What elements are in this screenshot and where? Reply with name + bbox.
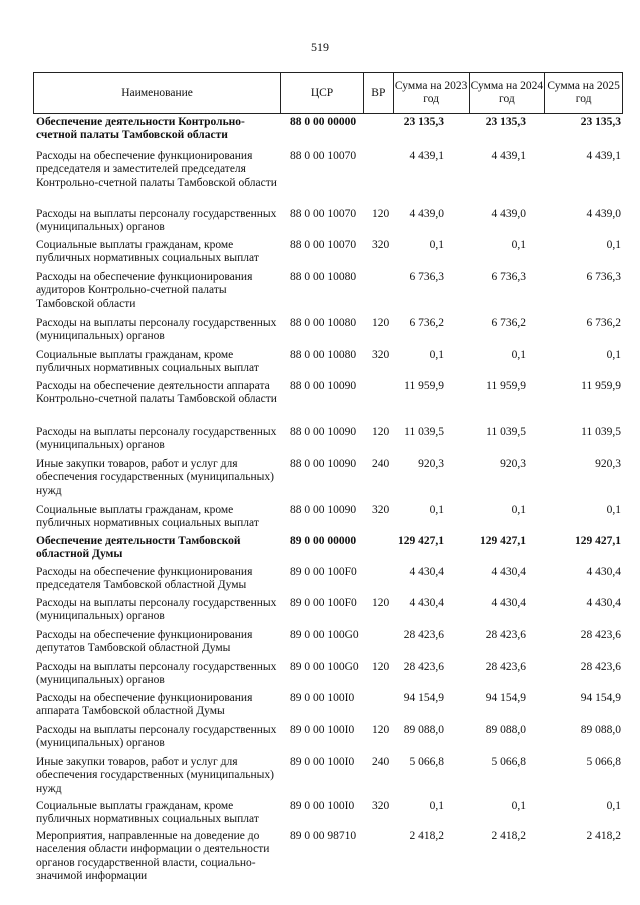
- row-vr: 120: [372, 661, 390, 673]
- header-vr: ВР: [364, 73, 394, 113]
- row-vr: 320: [372, 800, 390, 812]
- row-vr: 120: [372, 317, 390, 329]
- row-csr: 88 0 00 10070: [290, 208, 357, 220]
- row-sum-2025: 11 039,5: [581, 426, 621, 438]
- row-sum-2025: 0,1: [606, 800, 621, 812]
- header-name: Наименование: [34, 73, 281, 113]
- row-vr: 240: [372, 458, 390, 470]
- row-sum-2023: 2 418,2: [409, 830, 444, 842]
- row-sum-2024: 2 418,2: [491, 830, 526, 842]
- row-vr: 320: [372, 504, 390, 516]
- row-csr: 88 0 00 10090: [290, 504, 357, 516]
- row-sum-2024: 129 427,1: [480, 535, 526, 547]
- header-csr: ЦСР: [281, 73, 364, 113]
- row-sum-2024: 94 154,9: [485, 692, 526, 704]
- row-sum-2025: 4 439,1: [586, 150, 621, 162]
- row-sum-2024: 89 088,0: [485, 724, 526, 736]
- row-csr: 89 0 00 00000: [290, 535, 357, 547]
- row-sum-2024: 4 439,1: [491, 150, 526, 162]
- row-sum-2025: 28 423,6: [580, 629, 621, 641]
- row-vr: 320: [372, 239, 390, 251]
- row-name: Социальные выплаты гражданам, кроме публичных нормативных социальных выплат: [36, 800, 259, 826]
- row-name: Расходы на выплаты персоналу государственных (муниципальных) органов: [36, 661, 277, 687]
- header-sum-2024: Сумма на 2024 год: [470, 73, 546, 113]
- row-csr: 89 0 00 100I0: [290, 800, 355, 812]
- row-sum-2023: 6 736,3: [409, 271, 444, 283]
- row-name: Расходы на выплаты персоналу государственных (муниципальных) органов: [36, 208, 277, 234]
- row-sum-2025: 23 135,3: [580, 116, 621, 128]
- row-vr: 320: [372, 349, 390, 361]
- table-header: [33, 72, 623, 114]
- row-sum-2024: 0,1: [511, 349, 526, 361]
- row-sum-2023: 4 430,4: [409, 597, 444, 609]
- row-sum-2024: 0,1: [511, 800, 526, 812]
- row-csr: 88 0 00 10080: [290, 317, 357, 329]
- row-sum-2025: 4 430,4: [586, 566, 621, 578]
- row-sum-2023: 0,1: [429, 239, 444, 251]
- row-sum-2023: 89 088,0: [403, 724, 444, 736]
- row-name: Иные закупки товаров, работ и услуг для обеспечения государственных (муниципальных) нужд: [36, 458, 274, 497]
- row-sum-2024: 28 423,6: [485, 629, 526, 641]
- row-sum-2025: 0,1: [606, 349, 621, 361]
- row-sum-2025: 89 088,0: [580, 724, 621, 736]
- row-sum-2025: 28 423,6: [580, 661, 621, 673]
- row-sum-2025: 6 736,2: [586, 317, 621, 329]
- row-sum-2023: 5 066,8: [409, 756, 444, 768]
- row-csr: 89 0 00 100F0: [290, 566, 357, 578]
- row-vr: 120: [372, 208, 390, 220]
- row-csr: 89 0 00 100G0: [290, 629, 359, 641]
- row-csr: 89 0 00 98710: [290, 830, 357, 842]
- row-sum-2025: 4 439,0: [586, 208, 621, 220]
- row-name: Социальные выплаты гражданам, кроме публичных нормативных социальных выплат: [36, 504, 259, 530]
- row-sum-2023: 11 039,5: [404, 426, 444, 438]
- row-sum-2025: 6 736,3: [586, 271, 621, 283]
- row-sum-2023: 0,1: [429, 349, 444, 361]
- row-sum-2023: 4 439,0: [409, 208, 444, 220]
- row-vr: 120: [372, 597, 390, 609]
- row-sum-2023: 920,3: [418, 458, 444, 470]
- row-sum-2024: 11 959,9: [486, 380, 526, 392]
- row-csr: 88 0 00 10070: [290, 239, 357, 251]
- header-sum-2025: Сумма на 2025 год: [547, 80, 620, 105]
- row-sum-2023: 28 423,6: [403, 661, 444, 673]
- row-sum-2023: 94 154,9: [403, 692, 444, 704]
- row-sum-2025: 2 418,2: [586, 830, 621, 842]
- row-vr: 120: [372, 724, 390, 736]
- row-name: Расходы на выплаты персоналу государственных (муниципальных) органов: [36, 426, 277, 452]
- row-csr: 89 0 00 100I0: [290, 692, 355, 704]
- row-sum-2024: 6 736,3: [491, 271, 526, 283]
- row-sum-2024: 23 135,3: [485, 116, 526, 128]
- row-sum-2025: 94 154,9: [580, 692, 621, 704]
- row-sum-2023: 4 430,4: [409, 566, 444, 578]
- row-sum-2023: 11 959,9: [404, 380, 444, 392]
- row-sum-2024: 6 736,2: [491, 317, 526, 329]
- row-name: Расходы на обеспечение деятельности аппарата Контрольно-счетной палаты Тамбовской области: [36, 380, 277, 406]
- row-sum-2024: 11 039,5: [486, 426, 526, 438]
- row-sum-2023: 129 427,1: [398, 535, 444, 547]
- header-sum-2023: Сумма на 2023 год: [394, 73, 470, 113]
- row-sum-2025: 0,1: [606, 504, 621, 516]
- row-name: Обеспечение деятельности Контрольно-счетной палаты Тамбовской области: [36, 116, 245, 142]
- row-csr: 88 0 00 10090: [290, 380, 357, 392]
- row-csr: 88 0 00 10090: [290, 458, 357, 470]
- row-name: Обеспечение деятельности Тамбовской областной Думы: [36, 535, 241, 561]
- row-sum-2023: 6 736,2: [409, 317, 444, 329]
- row-name: Мероприятия, направленные на доведение до населения области информации о деятельности органов государственной власти, социально-значимой информации: [36, 830, 270, 883]
- row-sum-2024: 0,1: [511, 239, 526, 251]
- row-csr: 88 0 00 10080: [290, 349, 357, 361]
- row-sum-2023: 4 439,1: [409, 150, 444, 162]
- row-vr: 120: [372, 426, 390, 438]
- row-csr: 88 0 00 10080: [290, 271, 357, 283]
- row-name: Расходы на выплаты персоналу государственных (муниципальных) органов: [36, 724, 277, 750]
- row-sum-2024: 4 430,4: [491, 597, 526, 609]
- page-number: 519: [311, 40, 329, 54]
- row-sum-2024: 4 439,0: [491, 208, 526, 220]
- row-sum-2023: 0,1: [429, 504, 444, 516]
- row-sum-2023: 23 135,3: [403, 116, 444, 128]
- row-name: Расходы на обеспечение функционирования аппарата Тамбовской областной Думы: [36, 692, 253, 718]
- row-vr: 240: [372, 756, 390, 768]
- row-sum-2025: 11 959,9: [581, 380, 621, 392]
- row-sum-2025: 0,1: [606, 239, 621, 251]
- row-name: Расходы на обеспечение функционирования депутатов Тамбовской областной Думы: [36, 629, 253, 655]
- row-csr: 89 0 00 100F0: [290, 597, 357, 609]
- row-name: Расходы на обеспечение функционирования аудиторов Контрольно-счетной палаты Тамбовской области: [36, 271, 253, 310]
- row-name: Иные закупки товаров, работ и услуг для обеспечения государственных (муниципальных) нужд: [36, 756, 274, 795]
- row-sum-2024: 5 066,8: [491, 756, 526, 768]
- row-sum-2024: 920,3: [500, 458, 526, 470]
- row-sum-2025: 920,3: [595, 458, 621, 470]
- row-sum-2024: 4 430,4: [491, 566, 526, 578]
- row-sum-2025: 129 427,1: [575, 535, 621, 547]
- row-sum-2024: 28 423,6: [485, 661, 526, 673]
- row-sum-2024: 0,1: [511, 504, 526, 516]
- row-name: Расходы на обеспечение функционирования председателя и заместителей председателя Контрольно-счетной палаты Тамбовской области: [36, 150, 277, 189]
- row-sum-2025: 4 430,4: [586, 597, 621, 609]
- row-name: Расходы на выплаты персоналу государственных (муниципальных) органов: [36, 317, 277, 343]
- row-csr: 89 0 00 100I0: [290, 756, 355, 768]
- row-csr: 88 0 00 10090: [290, 426, 357, 438]
- row-csr: 89 0 00 100G0: [290, 661, 359, 673]
- row-name: Расходы на выплаты персоналу государственных (муниципальных) органов: [36, 597, 277, 623]
- row-csr: 89 0 00 100I0: [290, 724, 355, 736]
- row-name: Социальные выплаты гражданам, кроме публичных нормативных социальных выплат: [36, 349, 259, 375]
- row-csr: 88 0 00 10070: [290, 150, 357, 162]
- row-sum-2023: 0,1: [429, 800, 444, 812]
- row-csr: 88 0 00 00000: [290, 116, 357, 128]
- row-name: Социальные выплаты гражданам, кроме публичных нормативных социальных выплат: [36, 239, 259, 265]
- row-sum-2023: 28 423,6: [403, 629, 444, 641]
- row-sum-2025: 5 066,8: [586, 756, 621, 768]
- row-name: Расходы на обеспечение функционирования председателя Тамбовской областной Думы: [36, 566, 253, 592]
